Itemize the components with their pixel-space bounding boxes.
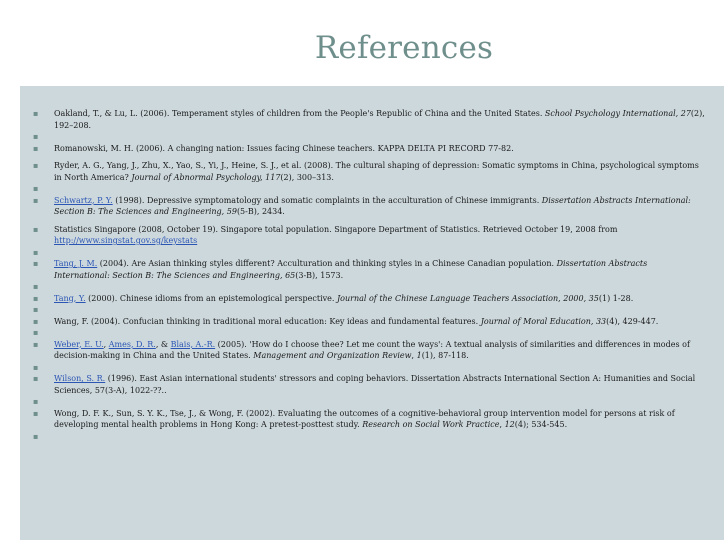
empty-bullet	[33, 327, 705, 339]
reference-item: ▪ Wong, D. F. K., Sun, S. Y. K., Tse, J., & Wong, F. (2002). Evaluating the outcomes of a cognitive-behavioral group intervention model for persons at risk of developing mental health problems in Hong Kong: A pretest-posttest study. Research on Social Work Practice, 12(4); 534-545.	[33, 408, 705, 431]
singstat-url-link[interactable]: http://www.singstat.gov.sg/keystats	[54, 236, 198, 245]
slide-header	[0, 0, 728, 86]
author-link[interactable]: Tang, J. M.	[54, 259, 98, 268]
reference-item: ▪ Oakland, T., & Lu, L. (2006). Temperament styles of children from the People's Republic of China and the United States. School Psychology International, 27(2), 192–208.	[33, 108, 705, 131]
reference-item: ▪ Ryder, A. G., Yang, J., Zhu, X., Yao, S., Yi, J., Heine, S. J., et al. (2008). The cultural shaping of depression: Somatic symptoms in China, psychological symptoms in North America? Journal of Abnormal Psychology, 117(2), 300–313.	[33, 160, 705, 183]
reference-item: ▪ Tang, J. M. (2004). Are Asian thinking styles different? Acculturation and thinking styles in a Chinese Canadian population. Dissertation Abstracts International: Section B: The Sciences and Engineering, 65(3-B), 1573.	[33, 258, 705, 281]
empty-bullet	[33, 362, 705, 374]
empty-bullet	[33, 183, 705, 195]
reference-item: ▪ Weber, E. U., Ames, D. R., & Blais, A.-R. (2005). 'How do I choose thee? Let me count the ways': A textual analysis of similarities and differences in modes of decision-making in China and the United States. Management and Organization Review, 1(1), 87-118.	[33, 339, 705, 362]
reference-item: ▪ Schwartz, P. Y. (1998). Depressive symptomatology and somatic complaints in the acculturation of Chinese immigrants. Dissertation Abstracts International: Section B: The Sciences and Engineering, 59(5-B), 2434.	[33, 195, 705, 218]
reference-item: ▪ Tang, Y. (2000). Chinese idioms from an epistemological perspective. Journal of the Chinese Language Teachers Association, 2000, 35(1) 1-28.	[33, 293, 705, 305]
references-panel	[20, 86, 724, 540]
empty-bullet	[33, 281, 705, 293]
references-list	[33, 108, 705, 442]
empty-bullet	[33, 304, 705, 316]
empty-bullet	[33, 247, 705, 259]
author-link[interactable]: Ames, D. R.	[108, 339, 156, 349]
author-link[interactable]: Blais, A.-R.	[170, 339, 216, 349]
author-link[interactable]: Weber, E. U.	[54, 339, 104, 349]
empty-bullet	[33, 431, 705, 443]
author-link[interactable]: Tang, Y.	[54, 293, 86, 303]
author-link[interactable]: Wilson, S. R.	[54, 374, 106, 383]
empty-bullet	[33, 396, 705, 408]
reference-item: ▪ Romanowski, M. H. (2006). A changing nation: Issues facing Chinese teachers. KAPPA DELTA PI RECORD 77-82.	[33, 143, 705, 155]
author-link[interactable]: Schwartz, P. Y.	[54, 195, 113, 205]
slide-title: References	[314, 30, 494, 66]
reference-item: ▪ Wilson, S. R. (1996). East Asian international students' stressors and coping behaviors. Dissertation Abstracts International Section A: Humanities and Social Sciences, 57(3-A), 1022-??..	[33, 373, 705, 396]
reference-item: ▪ Statistics Singapore (2008, October 19). Singapore total population. Singapore Department of Statistics. Retrieved October 19, 2008 from http://www.singstat.gov.sg/keystats	[33, 224, 705, 247]
empty-bullet	[33, 131, 705, 143]
reference-item: ▪ Wang, F. (2004). Confucian thinking in traditional moral education: Key ideas and fundamental features. Journal of Moral Education, 33(4), 429-447.	[33, 316, 705, 328]
